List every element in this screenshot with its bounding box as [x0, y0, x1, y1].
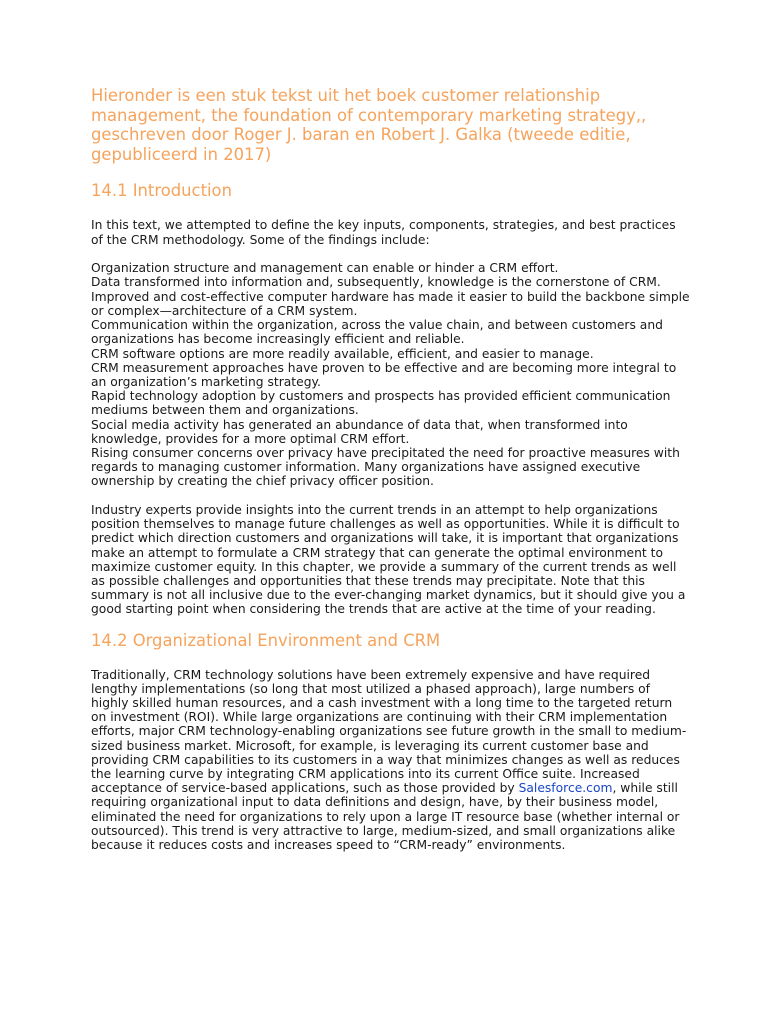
trends-paragraph: Industry experts provide insights into the current trends in an attempt to help organizations position themselves to manage future challenges as well as opportunities. While it is difficult to predict which direction customers and organizations will take, it is important that organizations make an attempt to formulate a CRM strategy that can generate the optimal environment to maximize customer equity. In this chapter, we provide a summary of the current trends as well as possible challenges and opportunities that these trends may precipitate. Note that this summary is not all inclusive due to the ever-changing market dynamics, but it should give you a good starting point when considering the trends that are active at the time of your reading.: [91, 503, 686, 617]
finding-item: Rising consumer concerns over privacy have precipitated the need for proactive measures with regards to managing customer information. Many organizations have assigned executive ownership by creating the chief privacy officer position.: [91, 445, 680, 489]
salesforce-link[interactable]: Salesforce.com: [518, 781, 613, 796]
findings-list: [91, 261, 691, 488]
paragraph-text-after-link: , while still requiring organizational input to data definitions and design, have, by their business model, eliminated the need for organizations to rely upon a large IT resource base (whether internal or outsourced). This trend is very attractive to large, medium-sized, and small organizations alike because it reduces costs and increases speed to “CRM-ready” environments.: [91, 781, 680, 853]
section-heading-introduction: 14.1 Introduction: [91, 181, 232, 201]
finding-item: CRM software options are more readily available, efficient, and easier to manage.: [91, 346, 594, 361]
document-page: [91, 86, 691, 852]
organizational-environment-paragraph: [91, 668, 691, 853]
finding-item: Rapid technology adoption by customers and prospects has provided efficient communication mediums between them and organizations.: [91, 389, 671, 418]
finding-item: Social media activity has generated an abundance of data that, when transformed into knowledge, provides for a more optimal CRM effort.: [91, 417, 628, 446]
finding-item: Communication within the organization, across the value chain, and between customers and organizations has become increasingly efficient and reliable.: [91, 318, 663, 347]
paragraph-text-before-link: Traditionally, CRM technology solutions have been extremely expensive and have required lengthy implementations (so long that most utilized a phased approach), large numbers of highly skilled human resources, and a cash investment with a long time to the targeted return on investment (ROI). While large organizations are continuing with their CRM implementation efforts, major CRM technology-enabling organizations see future growth in the small to medium-sized business market. Microsoft, for example, is leveraging its current customer base and providing CRM capabilities to its customers in a way that minimizes changes as well as reduces the learning curve by integrating CRM applications into its current Office suite. Increased acceptance of service-based applications, such as those provided by: [91, 667, 687, 796]
section-heading-organizational-environment: 14.2 Organizational Environment and CRM: [91, 630, 441, 650]
intro-heading: Hieronder is een stuk tekst uit het boek customer relationship management, the foundation of contemporary marketing strategy,, geschreven door Roger J. baran en Robert J. Galka (tweede editie, gepubliceerd in 2017): [91, 86, 647, 164]
finding-item: Data transformed into information and, subsequently, knowledge is the cornerstone of CRM. Improved and cost-effective computer hardware has made it easier to build the backbone simple or complex—architecture of a CRM system.: [91, 275, 690, 318]
finding-item: Organization structure and management can enable or hinder a CRM effort.: [91, 261, 559, 276]
intro-lead-paragraph: In this text, we attempted to define the key inputs, components, strategies, and best practices of the CRM methodology. Some of the findings include:: [91, 218, 676, 247]
finding-item: CRM measurement approaches have proven to be effective and are becoming more integral to an organization’s marketing strategy.: [91, 360, 677, 389]
